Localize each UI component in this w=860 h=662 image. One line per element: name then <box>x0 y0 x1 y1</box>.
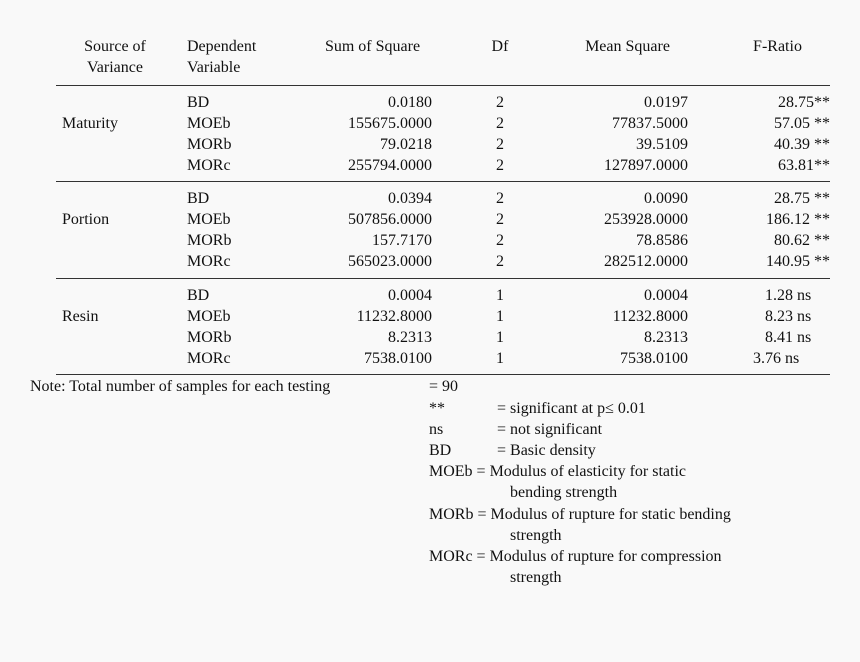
ss-cell: 0.0180 <box>388 94 432 111</box>
df-cell: 2 <box>496 211 504 228</box>
df-cell: 2 <box>496 94 504 111</box>
f-cell: 28.75** <box>778 94 830 111</box>
f-cell: 63.81** <box>778 157 830 174</box>
header-source-line1: Source of <box>84 38 146 55</box>
ms-cell: 0.0004 <box>644 287 688 304</box>
definition-continued: strength <box>510 569 562 586</box>
header-sum-of-square: Sum of Square <box>324 38 421 55</box>
rule-group-1 <box>56 181 830 182</box>
f-cell: 1.28 ns <box>765 287 812 304</box>
df-cell: 1 <box>496 287 504 304</box>
df-cell: 2 <box>496 253 504 270</box>
var-cell: MORc <box>187 157 231 174</box>
ss-cell: 7538.0100 <box>364 350 432 367</box>
df-cell: 2 <box>496 115 504 132</box>
source-label: Resin <box>62 308 99 325</box>
ss-cell: 79.0218 <box>380 136 432 153</box>
var-cell: MORb <box>187 136 232 153</box>
f-cell: 40.39 ** <box>774 136 830 153</box>
header-dependent-line2: Variable <box>187 59 241 76</box>
definition-continued: bending strength <box>510 484 618 501</box>
ms-cell: 77837.5000 <box>612 115 688 132</box>
header-dependent-line1: Dependent <box>187 38 257 55</box>
ss-cell: 157.7170 <box>372 232 432 249</box>
header-df: Df <box>491 38 509 55</box>
note-total: = 90 <box>429 378 459 395</box>
var-cell: BD <box>187 287 210 304</box>
header-source-line2: Variance <box>87 59 143 76</box>
var-cell: MORc <box>187 350 231 367</box>
var-cell: BD <box>187 94 210 111</box>
df-cell: 1 <box>496 329 504 346</box>
var-cell: MOEb <box>187 115 231 132</box>
ms-cell: 282512.0000 <box>604 253 688 270</box>
rule-header <box>56 85 830 86</box>
rule-bottom <box>56 374 830 375</box>
df-cell: 2 <box>496 157 504 174</box>
f-cell: 8.23 ns <box>765 308 812 325</box>
f-cell: 8.41 ns <box>765 329 812 346</box>
f-cell: 3.76 ns <box>753 350 800 367</box>
df-cell: 1 <box>496 308 504 325</box>
header-source <box>70 36 160 78</box>
ss-cell: 0.0004 <box>388 287 432 304</box>
var-cell: MORb <box>187 232 232 249</box>
ms-cell: 0.0197 <box>644 94 688 111</box>
ss-cell: 8.2313 <box>388 329 432 346</box>
f-cell: 80.62 ** <box>774 232 830 249</box>
var-cell: MOEb <box>187 211 231 228</box>
ss-cell: 255794.0000 <box>348 157 432 174</box>
f-cell: 186.12 ** <box>766 211 830 228</box>
ms-cell: 78.8586 <box>636 232 688 249</box>
header-dependent <box>187 36 256 78</box>
ss-cell: 0.0394 <box>388 190 432 207</box>
var-cell: MORc <box>187 253 231 270</box>
header-f-ratio: F-Ratio <box>753 38 802 55</box>
ms-cell: 7538.0100 <box>620 350 688 367</box>
df-cell: 1 <box>496 350 504 367</box>
f-cell: 28.75 ** <box>774 190 830 207</box>
ss-cell: 155675.0000 <box>348 115 432 132</box>
df-cell: 2 <box>496 136 504 153</box>
df-cell: 2 <box>496 232 504 249</box>
rule-group-2 <box>56 278 830 279</box>
f-cell: 57.05 ** <box>774 115 830 132</box>
ss-cell: 507856.0000 <box>348 211 432 228</box>
legend-text: = significant at p≤ 0.01 <box>497 400 646 417</box>
definition-continued: strength <box>510 527 562 544</box>
definition: MOEb = Modulus of elasticity for static <box>429 463 686 480</box>
ms-cell: 11232.8000 <box>612 308 688 325</box>
legend-text: = Basic density <box>497 442 596 459</box>
ms-cell: 127897.0000 <box>604 157 688 174</box>
definition: MORb = Modulus of rupture for static bending <box>429 506 731 523</box>
legend-text: = not significant <box>497 421 603 438</box>
definition: MORc = Modulus of rupture for compression <box>429 548 722 565</box>
ss-cell: 11232.8000 <box>356 308 432 325</box>
header-mean-square: Mean Square <box>585 38 670 55</box>
ms-cell: 0.0090 <box>644 190 688 207</box>
df-cell: 2 <box>496 190 504 207</box>
ss-cell: 565023.0000 <box>348 253 432 270</box>
source-label: Maturity <box>62 115 118 132</box>
ms-cell: 39.5109 <box>636 136 688 153</box>
legend-key: BD <box>429 442 452 459</box>
var-cell: MOEb <box>187 308 231 325</box>
var-cell: BD <box>187 190 210 207</box>
var-cell: MORb <box>187 329 232 346</box>
legend-key: ** <box>429 400 445 417</box>
note-label: Note: Total number of samples for each testing <box>30 378 331 395</box>
source-label: Portion <box>62 211 110 228</box>
ms-cell: 8.2313 <box>644 329 688 346</box>
ms-cell: 253928.0000 <box>604 211 688 228</box>
legend-key: ns <box>429 421 444 438</box>
f-cell: 140.95 ** <box>766 253 830 270</box>
